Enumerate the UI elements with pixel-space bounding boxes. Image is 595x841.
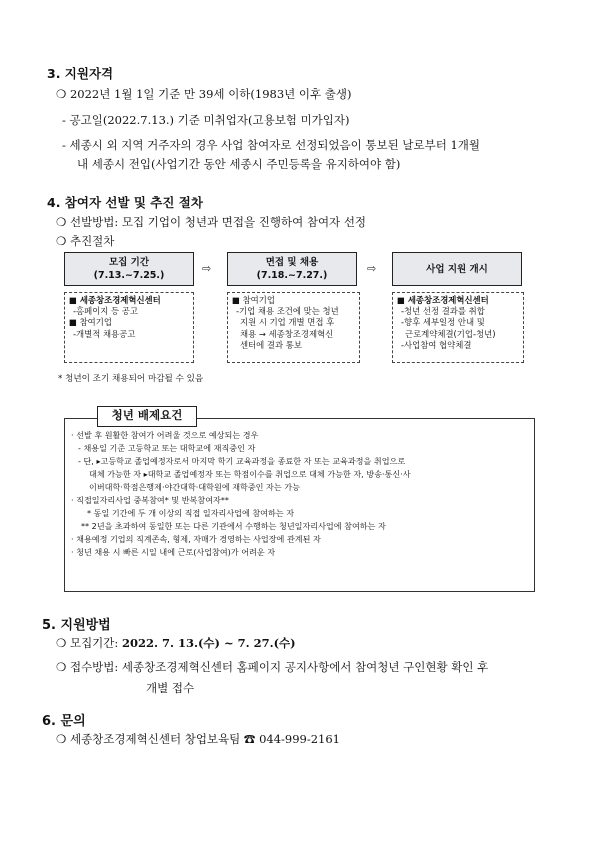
flow-note: * 청년이 조기 채용되어 마감될 수 있음 <box>58 374 204 384</box>
flow-detail-line: -기업 채용 조건에 맞는 청년 <box>236 306 339 317</box>
flow-detail-line: -향후 세부일정 안내 및 <box>401 317 485 328</box>
exclusion-item: - 단, ▸고등학교 졸업예정자로서 마지막 학기 교육과정을 종료한 자 또는 교육과정을 취업으로 <box>78 456 406 466</box>
exclusion-list <box>71 429 411 559</box>
exclusion-item: 이버대학·학점은행제·야간대학·대학원에 재학중인 자는 가능 <box>89 482 300 492</box>
flow-arrow-icon: ⇨ <box>367 262 377 275</box>
exclusion-item: · 선발 후 원활한 참여가 어려울 것으로 예상되는 경우 <box>71 430 259 440</box>
flow-detail-line: 지원 시 기업 개별 면접 후 <box>240 317 335 328</box>
flow-detail-line: 근로계약체결(기업-청년) <box>405 328 496 339</box>
exclusion-title: 청년 배제요건 <box>97 406 197 427</box>
section-5-title: 5. 지원방법 <box>42 618 111 633</box>
flow-detail-line: -홈페이지 등 공고 <box>73 306 138 317</box>
flow-step-interview-title: 면접 및 채용 <box>265 257 319 268</box>
flow-step-support-title: 사업 지원 개시 <box>426 263 488 275</box>
flow-detail-line: 센터에 결과 통보 <box>240 339 302 350</box>
exclusion-item: · 청년 채용 시 빠른 시일 내에 근로(사업참여)가 어려운 자 <box>71 547 276 557</box>
flow-detail-line: ■ 참여기업 <box>232 295 275 305</box>
flow-detail-line: -개별적 채용공고 <box>73 328 136 339</box>
flow-step-recruit-title: 모집 기간 <box>108 257 149 268</box>
s4-line-1: ❍ 선발방법: 모집 기업이 청년과 면접을 진행하여 참여자 선정 <box>56 215 367 229</box>
s5-line-3: 개별 접수 <box>146 681 195 695</box>
flow-step-interview <box>227 252 357 286</box>
flow-step-recruit <box>64 252 194 286</box>
flow-detail-line: -사업참여 협약체결 <box>401 339 472 350</box>
s5-line-1-value: 2022. 7. 13.(수) ~ 7. 27.(수) <box>121 636 296 650</box>
exclusion-item: · 직접일자리사업 중복참여* 및 반복참여자** <box>71 495 229 505</box>
exclusion-item: - 채용일 기준 고등학교 또는 대학교에 재직중인 자 <box>78 443 256 453</box>
exclusion-item: 대체 가능한 자 ▸대학교 졸업예정자 또는 학점이수를 취업으로 대체 가능한 자, 방송·통신·사 <box>89 469 411 479</box>
flow-detail-support <box>392 292 524 363</box>
flow-step-recruit-date: (7.13.~7.25.) <box>93 270 165 281</box>
flow-detail-recruit <box>64 292 194 363</box>
flow-detail-line: ■ 세종창조경제혁신센터 <box>397 295 489 305</box>
s3-line-2: - 공고일(2022.7.13.) 기준 미취업자(고용보험 미가입자) <box>62 113 350 127</box>
s5-line-2: ❍ 접수방법: 세종창조경제혁신센터 홈페이지 공지사항에서 참여청년 구인현황 확인 후 <box>56 660 489 674</box>
exclusion-item: ** 2년을 초과하여 동일한 또는 다른 기관에서 수행하는 청년일자리사업에 참여하는 자 <box>81 521 386 531</box>
exclusion-item: * 동일 기간에 두 개 이상의 직접 일자리사업에 참여하는 자 <box>87 508 295 518</box>
s6-line-1: ❍ 세종창조경제혁신센터 창업보육팀 ☎ 044-999-2161 <box>56 732 341 746</box>
s4-line-2: ❍ 추진절차 <box>56 234 115 248</box>
s3-line-3: - 세종시 외 지역 거주자의 경우 사업 참여자로 선정되었음이 통보된 날로부터 1개월 <box>62 138 481 152</box>
flow-step-support <box>392 252 522 286</box>
s5-line-1-label: ❍ 모집기간: <box>56 636 119 650</box>
flow-detail-line: ■ 참여기업 <box>69 317 112 328</box>
flow-detail-line: ■ 세종창조경제혁신센터 <box>69 295 161 305</box>
flow-detail-interview <box>227 292 360 363</box>
flow-arrow-icon: ⇨ <box>202 262 212 275</box>
s3-line-1: ❍ 2022년 1월 1일 기준 만 39세 이하(1983년 이후 출생) <box>56 87 352 101</box>
s5-line-1 <box>56 635 296 651</box>
section-3-title: 3. 지원자격 <box>47 66 114 81</box>
exclusion-item: · 채용예정 기업의 직계존속, 형제, 자매가 경영하는 사업장에 관계된 자 <box>71 534 321 544</box>
s3-line-4: 내 세종시 전입(사업기간 동안 세종시 주민등록을 유지하여야 함) <box>77 157 401 171</box>
section-6-title: 6. 문의 <box>42 714 86 729</box>
flow-step-interview-date: (7.18.~7.27.) <box>256 270 328 281</box>
flow-detail-line: -청년 선정 결과를 취합 <box>401 306 485 317</box>
flow-detail-line: 채용 → 세종창조경제혁신 <box>240 328 334 339</box>
section-4-title: 4. 참여자 선발 및 추진 절차 <box>47 195 203 210</box>
